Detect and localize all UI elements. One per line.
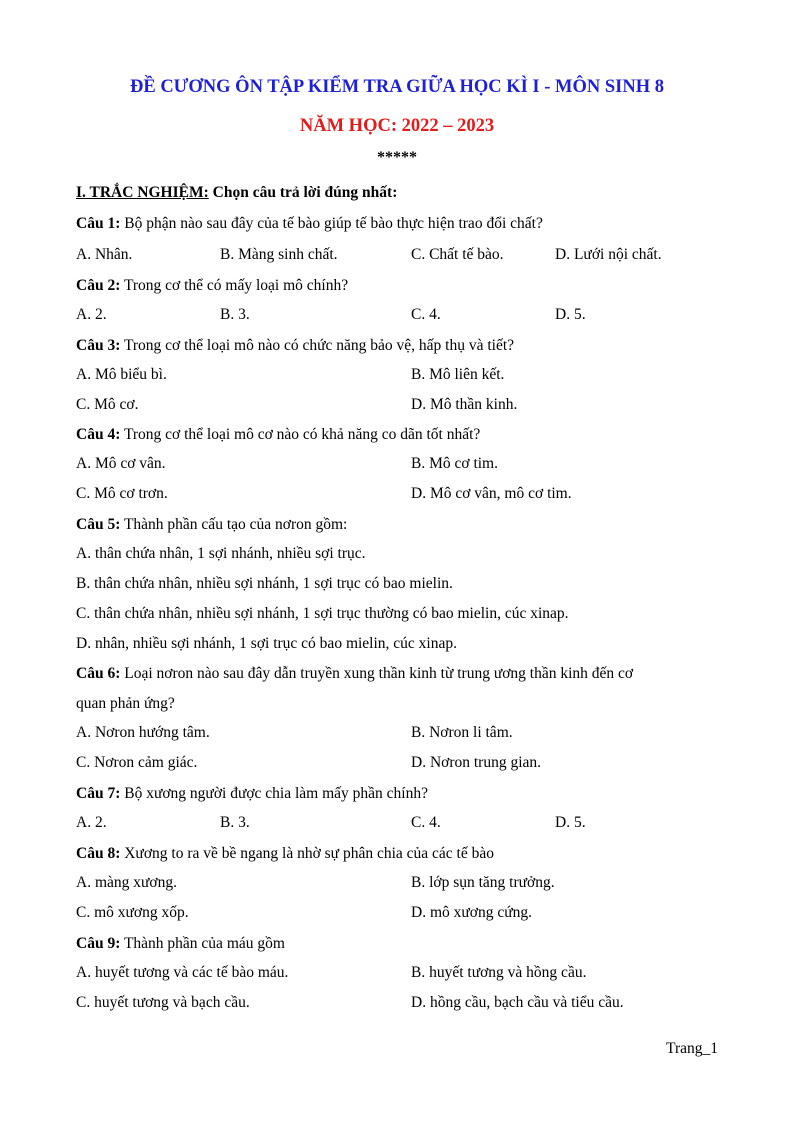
question-6-continued: quan phản ứng? xyxy=(76,695,175,712)
option-c: C. thân chứa nhân, nhiều sợi nhánh, 1 sợi trục thường có bao mielin, cúc xinap. xyxy=(76,605,569,622)
school-year: NĂM HỌC: 2022 – 2023 xyxy=(299,116,495,136)
question-number: Câu 3: xyxy=(76,337,121,354)
question-text: Thành phần cấu tạo của nơron gồm: xyxy=(120,516,348,533)
question-2 xyxy=(76,276,718,296)
option-c: C. Chất tế bào. xyxy=(411,246,504,263)
option-d: D. nhân, nhiều sợi nhánh, 1 sợi trục có bao mielin, cúc xinap. xyxy=(76,635,457,652)
option-c: C. Nơron cảm giác. xyxy=(76,754,198,771)
question-9 xyxy=(76,934,718,954)
question-number: Câu 9: xyxy=(76,935,121,952)
option-c: C. huyết tương và bạch cầu. xyxy=(76,994,250,1011)
question-number: Câu 1: xyxy=(76,215,121,232)
option-a: A. màng xương. xyxy=(76,874,177,891)
option-a: A. Nơron hướng tâm. xyxy=(76,724,210,741)
question-text: Bộ phận nào sau đây của tế bào giúp tế bào thực hiện trao đổi chất? xyxy=(120,215,543,232)
question-text: Xương to ra về bề ngang là nhờ sự phân chia của các tế bào xyxy=(120,845,494,862)
option-d: D. Lưới nội chất. xyxy=(555,246,662,263)
option-a: A. Mô biểu bì. xyxy=(76,366,167,383)
option-b: B. thân chứa nhân, nhiều sợi nhánh, 1 sợi trục có bao mielin. xyxy=(76,575,453,592)
section-instruction: Chọn câu trả lời đúng nhất: xyxy=(208,184,398,201)
option-c: C. Mô cơ. xyxy=(76,396,139,413)
option-b: B. Mô liên kết. xyxy=(411,366,505,383)
option-b: B. 3. xyxy=(220,306,250,323)
option-a: A. 2. xyxy=(76,814,107,831)
question-text: Loại nơron nào sau đây dẫn truyền xung thần kinh từ trung ương thần kinh đến cơ xyxy=(120,665,634,682)
question-5 xyxy=(76,515,718,535)
question-6 xyxy=(76,664,718,684)
question-number: Câu 2: xyxy=(76,277,121,294)
option-d: D. 5. xyxy=(555,306,586,323)
question-3 xyxy=(76,336,718,356)
option-c: C. mô xương xốp. xyxy=(76,904,189,921)
option-c: C. 4. xyxy=(411,306,441,323)
option-a: A. huyết tương và các tế bào máu. xyxy=(76,964,289,981)
question-number: Câu 4: xyxy=(76,426,121,443)
option-a: A. thân chứa nhân, 1 sợi nhánh, nhiều sợi trục. xyxy=(76,545,366,562)
question-text: Trong cơ thể có mấy loại mô chính? xyxy=(120,277,349,294)
section-heading xyxy=(76,184,397,202)
question-number: Câu 7: xyxy=(76,785,121,802)
question-1 xyxy=(76,214,718,234)
page-number: Trang_1 xyxy=(666,1040,718,1057)
option-d: D. mô xương cứng. xyxy=(411,904,533,921)
option-b: B. Nơron li tâm. xyxy=(411,724,513,741)
document-title: ĐỀ CƯƠNG ÔN TẬP KIỂM TRA GIỮA HỌC KÌ I - MÔN SINH 8 xyxy=(130,77,664,97)
option-b: B. huyết tương và hồng cầu. xyxy=(411,964,587,981)
question-text: Thành phần của máu gồm xyxy=(120,935,285,952)
option-b: B. Mô cơ tim. xyxy=(411,455,498,472)
option-d: D. Nơron trung gian. xyxy=(411,754,542,771)
option-b: B. 3. xyxy=(220,814,250,831)
option-b: B. lớp sụn tăng trưởng. xyxy=(411,874,555,891)
question-number: Câu 8: xyxy=(76,845,121,862)
question-4 xyxy=(76,425,718,445)
question-text: Bộ xương người được chia làm mấy phần chính? xyxy=(120,785,428,802)
question-7 xyxy=(76,784,718,804)
option-c: C. Mô cơ trơn. xyxy=(76,485,168,502)
question-text: Trong cơ thể loại mô nào có chức năng bảo vệ, hấp thụ và tiết? xyxy=(120,337,515,354)
option-d: D. hồng cầu, bạch cầu và tiểu cầu. xyxy=(411,994,624,1011)
stars-divider: ***** xyxy=(377,149,417,166)
option-a: A. 2. xyxy=(76,306,107,323)
question-text: Trong cơ thể loại mô cơ nào có khả năng co dãn tốt nhất? xyxy=(120,426,481,443)
option-d: D. Mô cơ vân, mô cơ tim. xyxy=(411,485,572,502)
question-8 xyxy=(76,844,718,864)
option-d: D. Mô thần kinh. xyxy=(411,396,518,413)
section-label: I. TRẮC NGHIỆM: xyxy=(76,184,209,201)
option-a: A. Mô cơ vân. xyxy=(76,455,166,472)
option-b: B. Màng sinh chất. xyxy=(220,246,338,263)
question-number: Câu 5: xyxy=(76,516,121,533)
option-c: C. 4. xyxy=(411,814,441,831)
question-number: Câu 6: xyxy=(76,665,121,682)
option-d: D. 5. xyxy=(555,814,586,831)
option-a: A. Nhân. xyxy=(76,246,133,263)
